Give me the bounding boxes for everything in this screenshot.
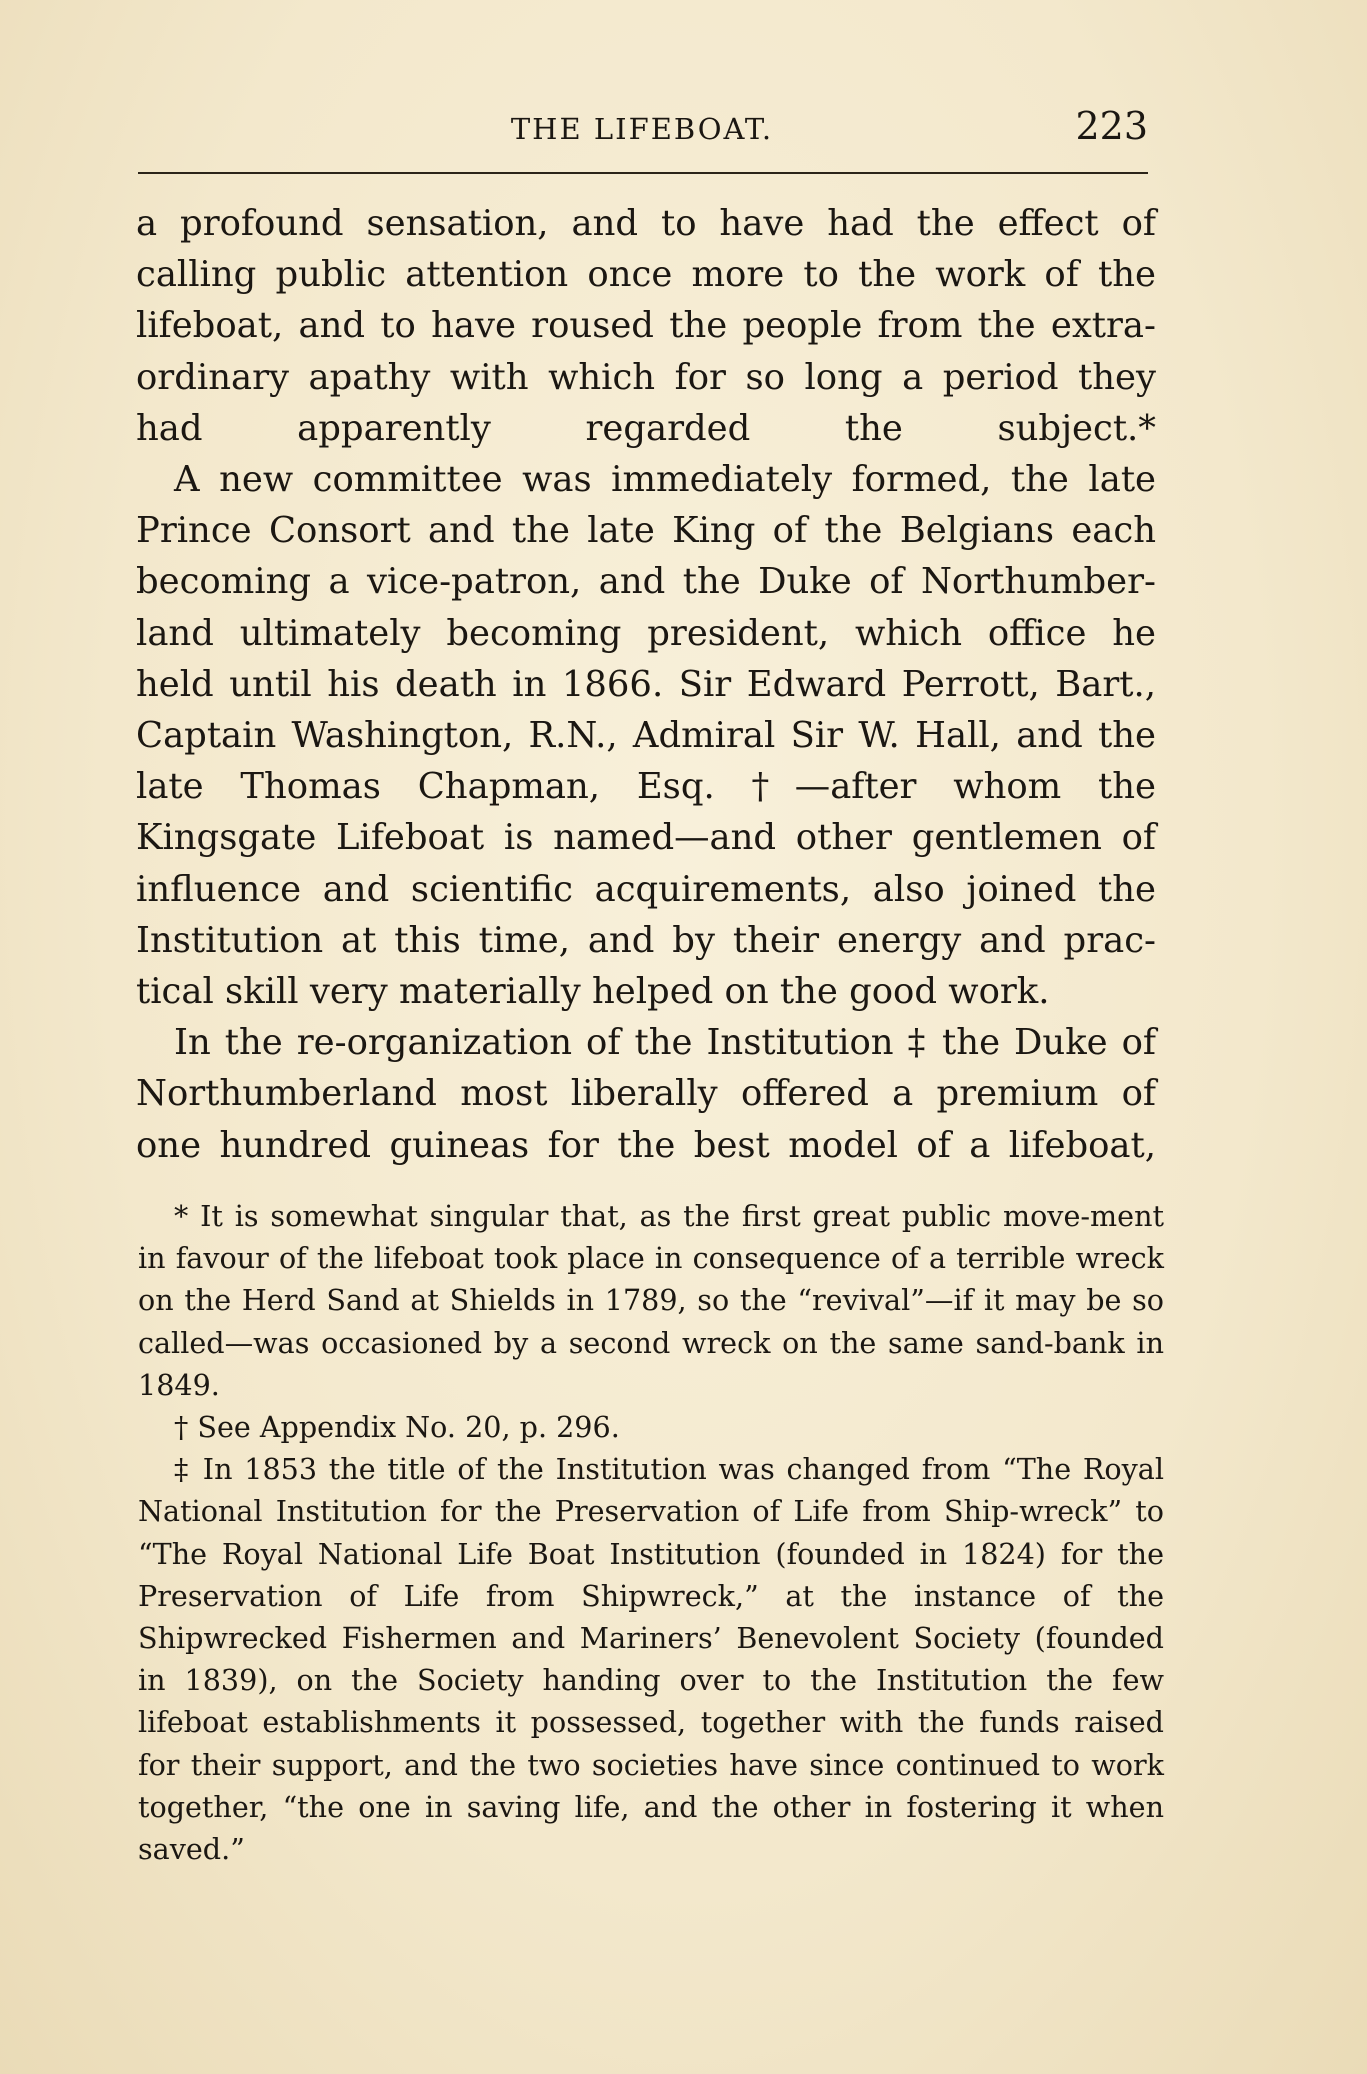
paragraph-reorganization: In the re-organization of the Institution ‡ the Duke of Northumberland most liberally offered a premium of one hundred guineas for the best model of a lifeboat, [136, 1022, 1156, 1166]
footnotes [138, 1195, 1164, 1870]
footnote-dagger: † See Appendix No. 20, p. 296. [174, 1410, 620, 1445]
page-number: 223 [1075, 104, 1148, 148]
running-title: THE LIFEBOAT. [510, 112, 774, 146]
header-rule [138, 172, 1148, 174]
paragraph-committee: A new committee was immediately formed, the late Prince Consort and the late King of the Belgians each becoming a vice-patron, and the Duke of Northumber-land ultimately becoming president, which office he held until his death in 1866. Sir Edward Perrott, Bart., Captain Washington, R.N., Admiral Sir W. Hall, and the late Thomas Chapman, Esq. †—after whom the Kingsgate Lifeboat is named—and other gentlemen of influence and scientific acquirements, also joined the Institution at this time, and by their energy and prac-tical skill very materially helped on the good work. [136, 459, 1156, 1013]
footnote-asterisk: * It is somewhat singular that, as the first great public move-ment in favour of the lifeboat took place in consequence of a terrible wreck on the Herd Sand at Shields in 1789, so the “revival”—if it may be so called—was occasioned by a second wreck on the same sand-bank in 1849. [138, 1199, 1164, 1402]
running-head [136, 104, 1148, 154]
body-text [136, 198, 1156, 1171]
footnote-double-dagger: ‡ In 1853 the title of the Institution was changed from “The Royal National Institution for the Preservation of Life from Ship-wreck” to “The Royal National Life Boat Institution (founded in 1824) for the Preservation of Life from Shipwreck,” at the instance of the Shipwrecked Fishermen and Mariners’ Benevolent Society (founded in 1839), on the Society handing over to the Institution the few lifeboat establishments it possessed, together with the funds raised for their support, and the two societies have since continued to work together, “the one in saving life, and the other in fostering it when saved.” [138, 1452, 1164, 1867]
paragraph-continuation: a profound sensation, and to have had the effect of calling public attention once more to the work of the lifeboat, and to have roused the people from the extra-ordinary apathy with which for so long a period they had apparently regarded the subject.* [136, 203, 1156, 449]
